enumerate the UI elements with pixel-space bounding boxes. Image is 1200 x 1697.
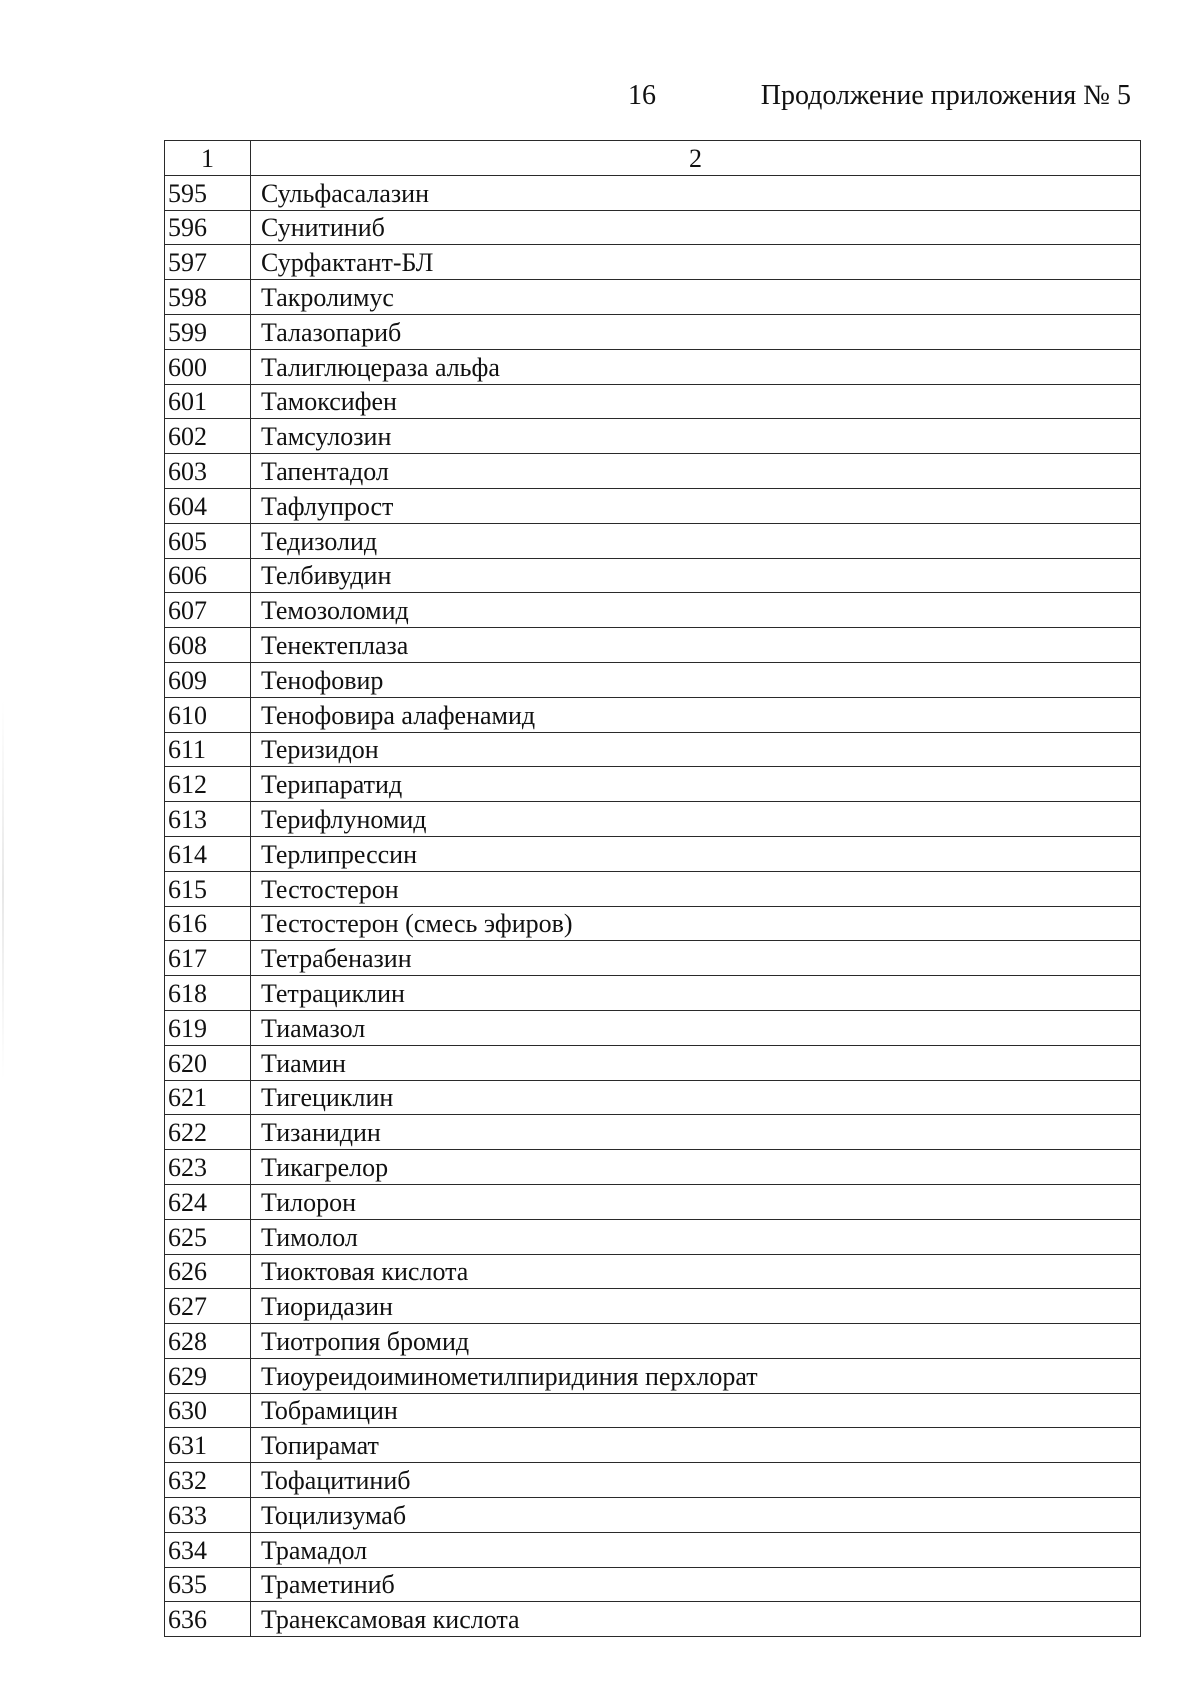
row-number: 635 [165, 1567, 251, 1602]
table-row [165, 558, 1141, 593]
table-row [165, 419, 1141, 454]
row-number: 607 [165, 593, 251, 628]
medication-name: Сунитиниб [251, 210, 1141, 245]
table-row [165, 593, 1141, 628]
table-row [165, 245, 1141, 280]
medication-name: Телбивудин [251, 558, 1141, 593]
row-number: 610 [165, 697, 251, 732]
medication-name: Тенофовира алафенамид [251, 697, 1141, 732]
medication-name: Тобрамицин [251, 1393, 1141, 1428]
medication-name: Терифлуномид [251, 802, 1141, 837]
page-header [0, 78, 1200, 118]
table-row [165, 1498, 1141, 1533]
row-number: 629 [165, 1358, 251, 1393]
table-body [165, 175, 1141, 1636]
medication-name: Теризидон [251, 732, 1141, 767]
table-row [165, 1393, 1141, 1428]
row-number: 616 [165, 906, 251, 941]
table-row [165, 210, 1141, 245]
table-row [165, 732, 1141, 767]
table-row [165, 871, 1141, 906]
continuation-title: Продолжение приложения № 5 [760, 80, 1131, 111]
row-number: 632 [165, 1463, 251, 1498]
medication-name: Тенофовир [251, 662, 1141, 697]
page-number: 16 [628, 80, 656, 111]
medication-name: Тиоуреидоиминометилпиридиния перхлорат [251, 1358, 1141, 1393]
row-number: 630 [165, 1393, 251, 1428]
row-number: 596 [165, 210, 251, 245]
medication-name: Тамоксифен [251, 384, 1141, 419]
medication-name: Сульфасалазин [251, 175, 1141, 210]
row-number: 623 [165, 1150, 251, 1185]
row-number: 603 [165, 454, 251, 489]
medication-name: Тиоктовая кислота [251, 1254, 1141, 1289]
table-row [165, 836, 1141, 871]
medication-name: Терлипрессин [251, 836, 1141, 871]
table-row [165, 1289, 1141, 1324]
medication-name: Терипаратид [251, 767, 1141, 802]
row-number: 617 [165, 941, 251, 976]
medication-name: Трамадол [251, 1532, 1141, 1567]
medication-name: Такролимус [251, 280, 1141, 315]
row-number: 634 [165, 1532, 251, 1567]
medication-name: Топирамат [251, 1428, 1141, 1463]
medication-name: Тестостерон (смесь эфиров) [251, 906, 1141, 941]
table-row [165, 1080, 1141, 1115]
table-row [165, 802, 1141, 837]
medication-name: Тиоридазин [251, 1289, 1141, 1324]
row-number: 611 [165, 732, 251, 767]
row-number: 627 [165, 1289, 251, 1324]
table-row [165, 697, 1141, 732]
table-row [165, 1010, 1141, 1045]
table-row [165, 1358, 1141, 1393]
row-number: 625 [165, 1219, 251, 1254]
table-row [165, 349, 1141, 384]
medication-name: Темозоломид [251, 593, 1141, 628]
row-number: 605 [165, 523, 251, 558]
table-row [165, 1532, 1141, 1567]
medication-name: Тестостерон [251, 871, 1141, 906]
medication-table [164, 140, 1141, 1637]
row-number: 636 [165, 1602, 251, 1637]
row-number: 631 [165, 1428, 251, 1463]
table-row [165, 1602, 1141, 1637]
table-row [165, 906, 1141, 941]
row-number: 597 [165, 245, 251, 280]
table-row [165, 280, 1141, 315]
row-number: 633 [165, 1498, 251, 1533]
table-row [165, 662, 1141, 697]
scan-edge-artifact [2, 700, 4, 1080]
row-number: 622 [165, 1115, 251, 1150]
medication-name: Тетрациклин [251, 976, 1141, 1011]
row-number: 601 [165, 384, 251, 419]
row-number: 624 [165, 1184, 251, 1219]
row-number: 615 [165, 871, 251, 906]
row-number: 619 [165, 1010, 251, 1045]
row-number: 600 [165, 349, 251, 384]
medication-name: Тетрабеназин [251, 941, 1141, 976]
medication-name: Транексамовая кислота [251, 1602, 1141, 1637]
table-row [165, 767, 1141, 802]
medication-name: Тенектеплаза [251, 628, 1141, 663]
table-row [165, 1567, 1141, 1602]
table-row [165, 1219, 1141, 1254]
row-number: 598 [165, 280, 251, 315]
table-row [165, 976, 1141, 1011]
medication-name: Тедизолид [251, 523, 1141, 558]
row-number: 626 [165, 1254, 251, 1289]
row-number: 613 [165, 802, 251, 837]
row-number: 620 [165, 1045, 251, 1080]
row-number: 614 [165, 836, 251, 871]
row-number: 612 [165, 767, 251, 802]
table-row [165, 314, 1141, 349]
medication-name: Тапентадол [251, 454, 1141, 489]
table-row [165, 1150, 1141, 1185]
table-row [165, 488, 1141, 523]
table-row [165, 1324, 1141, 1359]
medication-name: Тигециклин [251, 1080, 1141, 1115]
medication-name: Тикагрелор [251, 1150, 1141, 1185]
row-number: 595 [165, 175, 251, 210]
row-number: 602 [165, 419, 251, 454]
row-number: 618 [165, 976, 251, 1011]
medication-name: Тизанидин [251, 1115, 1141, 1150]
medication-name: Тиамазол [251, 1010, 1141, 1045]
medication-name: Тамсулозин [251, 419, 1141, 454]
row-number: 599 [165, 314, 251, 349]
table-row [165, 941, 1141, 976]
medication-name: Тилорон [251, 1184, 1141, 1219]
row-number: 604 [165, 488, 251, 523]
medication-name: Тиотропия бромид [251, 1324, 1141, 1359]
medication-name: Талазопариб [251, 314, 1141, 349]
medication-name: Тоцилизумаб [251, 1498, 1141, 1533]
row-number: 628 [165, 1324, 251, 1359]
medication-name: Сурфактант-БЛ [251, 245, 1141, 280]
medication-name: Траметиниб [251, 1567, 1141, 1602]
medication-name: Тиамин [251, 1045, 1141, 1080]
medication-name: Тофацитиниб [251, 1463, 1141, 1498]
table-header-row [165, 141, 1141, 176]
table-row [165, 1463, 1141, 1498]
table-row [165, 175, 1141, 210]
column-header-name: 2 [251, 141, 1141, 176]
medication-name: Талиглюцераза альфа [251, 349, 1141, 384]
medication-name: Тафлупрост [251, 488, 1141, 523]
column-header-number: 1 [165, 141, 251, 176]
table-row [165, 1115, 1141, 1150]
table-row [165, 384, 1141, 419]
row-number: 621 [165, 1080, 251, 1115]
medication-name: Тимолол [251, 1219, 1141, 1254]
table-row [165, 454, 1141, 489]
row-number: 609 [165, 662, 251, 697]
table-row [165, 1184, 1141, 1219]
table-row [165, 1428, 1141, 1463]
row-number: 608 [165, 628, 251, 663]
row-number: 606 [165, 558, 251, 593]
table-row [165, 1254, 1141, 1289]
table-row [165, 628, 1141, 663]
table-row [165, 1045, 1141, 1080]
table-row [165, 523, 1141, 558]
